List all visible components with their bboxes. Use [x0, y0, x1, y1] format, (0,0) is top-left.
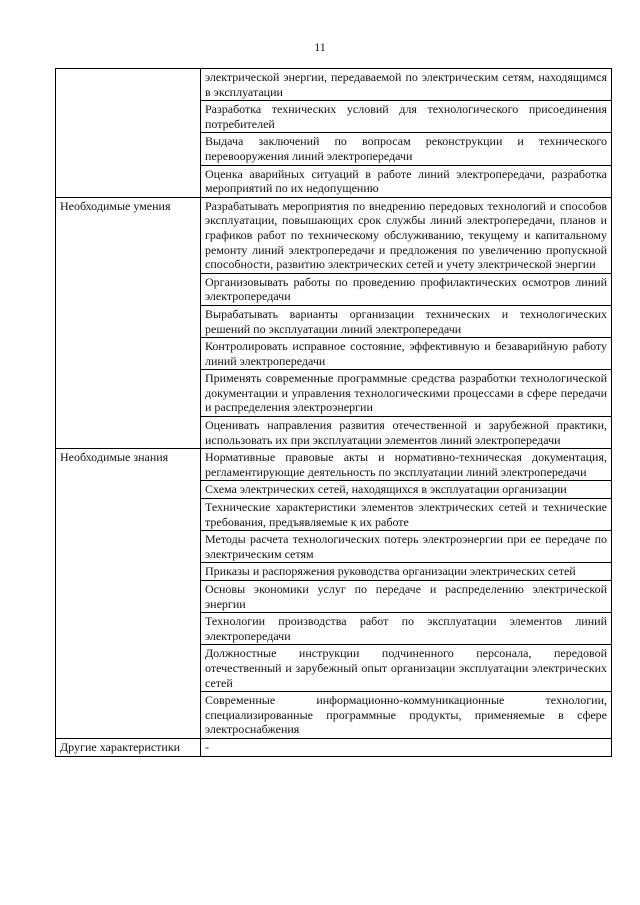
list-item: -	[201, 738, 612, 756]
list-item: Технические характеристики элементов электрических сетей и технические требования, предъявляемые к их работе	[201, 499, 612, 531]
table-row	[56, 197, 612, 273]
list-item: электрической энергии, передаваемой по электрическим сетям, находящимся в эксплуатации	[201, 69, 612, 101]
table-row	[56, 69, 612, 101]
list-item: Нормативные правовые акты и нормативно-техническая документация, регламентирующие деятельность по эксплуатации линий электропередачи	[201, 449, 612, 481]
list-item: Методы расчета технологических потерь электроэнергии при ее передаче по электрическим сетям	[201, 531, 612, 563]
section-label-cell	[56, 738, 201, 756]
page-number: 11	[314, 40, 326, 54]
section-label	[60, 69, 196, 70]
list-item: Должностные инструкции подчиненного персонала, передовой отечественный и зарубежный опыт организации эксплуатации электрических сетей	[201, 645, 612, 692]
list-item: Организовывать работы по проведению профилактических осмотров линий электропередачи	[201, 273, 612, 305]
list-item: Вырабатывать варианты организации технических и технологических решений по эксплуатации линий электропередачи	[201, 305, 612, 337]
list-item: Разработка технических условий для технологического присоединения потребителей	[201, 101, 612, 133]
list-item: Оценивать направления развития отечественной и зарубежной практики, использовать их при эксплуатации элементов линий электропередачи	[201, 417, 612, 449]
list-item: Схема электрических сетей, находящихся в эксплуатации организации	[201, 481, 612, 499]
list-item: Современные информационно-коммуникационные технологии, специализированные программные продукты, применяемые в сфере электроснабжения	[201, 692, 612, 739]
table-row	[56, 449, 612, 481]
list-item: Приказы и распоряжения руководства организации электрических сетей	[201, 563, 612, 581]
list-item: Контролировать исправное состояние, эффективную и безаварийную работу линий электропередачи	[201, 338, 612, 370]
list-item: Разрабатывать мероприятия по внедрению передовых технологий и способов эксплуатации, повышающих срок службы линий электропередачи, планов и графиков работ по техническому обслуживанию, текущему и капитальному ремонту линий электропередачи и предложения по увеличению пропускной способности, развитию электрических сетей и учету электрической энергии	[201, 197, 612, 273]
list-item: Технологии производства работ по эксплуатации элементов линий электропередачи	[201, 613, 612, 645]
section-label-cell	[56, 449, 201, 739]
section-label: Другие характеристики	[60, 739, 181, 754]
section-label-cell	[56, 197, 201, 449]
list-item: Выдача заключений по вопросам реконструкции и технического перевооружения линий электропередачи	[201, 133, 612, 165]
section-label-cell	[56, 69, 201, 198]
competency-table	[55, 68, 612, 757]
list-item: Основы экономики услуг по передаче и распределению электрической энергии	[201, 581, 612, 613]
section-label: Необходимые знания	[60, 450, 169, 465]
list-item: Применять современные программные средства разработки технологической документации и управления технологическими процессами в сфере передачи и распределения электроэнергии	[201, 370, 612, 417]
section-label: Необходимые умения	[60, 198, 171, 213]
list-item: Оценка аварийных ситуаций в работе линий электропередачи, разработка мероприятий по их недопущению	[201, 165, 612, 197]
table-row	[56, 738, 612, 756]
